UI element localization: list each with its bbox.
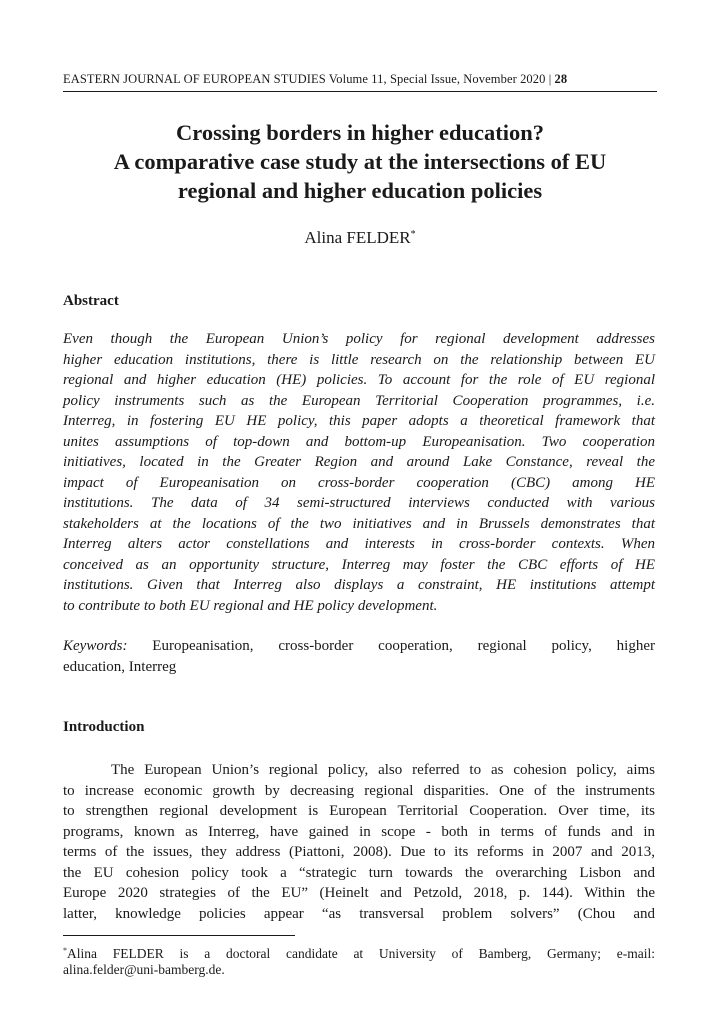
intro-line: latter, knowledge policies appear “as transversal problem solvers” (Chou and [63,905,655,922]
intro-line: terms of the issues, they address (Piattoni, 2008). Due to its reforms in 2007 and 2013, [63,844,655,860]
abstract-line: institutions. The data of 34 semi-structured interviews conducted with various [63,495,655,511]
introduction-body [63,760,655,924]
abstract-line: unites assumptions of top-down and bottom-up Europeanisation. Two cooperation [63,433,655,450]
footnote-line [63,942,655,961]
abstract-line: to contribute to both EU regional and HE policy development. [63,597,438,614]
title-line: Crossing borders in higher education? [176,120,544,145]
abstract-line: initiatives, located in the Greater Region and around Lake Constance, reveal the [63,454,655,470]
running-header [63,72,657,87]
abstract-line: Even though the European Union’s policy for regional development addresses [63,331,655,347]
keywords-list: Europeanisation, cross-border cooperation, regional policy, higher [127,638,655,654]
footnote-text: Alina FELDER is a doctoral candidate at University of Bamberg, Germany; e-mail: [67,946,655,961]
abstract-line: institutions. Given that Interreg also displays a constraint, HE institutions attempt [63,577,655,593]
intro-line: to increase economic growth by decreasing regional disparities. One of the instruments [63,782,655,799]
page-number: 28 [554,72,568,86]
keywords-line [63,636,655,657]
abstract-line: stakeholders at the locations of the two initiatives and in Brussels demonstrates that [63,515,655,532]
title-line: A comparative case study at the intersections of EU [113,149,607,174]
introduction-heading: Introduction [63,719,145,735]
abstract-line: conceived as an opportunity structure, Interreg may foster the CBC efforts of HE [63,556,655,573]
keywords [63,636,655,678]
author-name: Alina FELDER [304,228,411,247]
keywords-label: Keywords: [63,638,128,654]
title-line: regional and higher education policies [177,178,543,203]
intro-line: The European Union’s regional policy, also referred to as cohesion policy, aims [111,762,655,778]
intro-line: the EU cohesion policy took a “strategic turn towards the overarching Lisbon and [63,864,655,881]
footnote [63,942,655,979]
abstract-line: policy instruments such as the European Territorial Cooperation programmes, i.e. [63,392,655,409]
abstract-line: impact of Europeanisation on cross-border cooperation (CBC) among HE [63,474,655,491]
abstract-line: regional and higher education (HE) policies. To account for the role of EU regional [63,372,655,388]
abstract-line: Interreg, in fostering EU HE policy, this paper adopts a theoretical framework that [63,413,655,429]
footnote-rule [63,935,295,936]
author-footnote-marker: * [410,229,416,240]
intro-line: Europe 2020 strategies of the EU” (Heinelt and Petzold, 2018, p. 144). Within the [63,885,655,901]
abstract-heading: Abstract [63,293,119,309]
intro-line: to strengthen regional development is European Territorial Cooperation. Over time, its [63,803,655,819]
author-line [0,228,720,248]
intro-line: programs, known as Interreg, have gained in scope - both in terms of funds and in [63,823,655,840]
paper-title [40,118,680,205]
footnote-marker: * [63,946,67,955]
abstract-line: higher education institutions, there is little research on the relationship between EU [63,351,655,368]
abstract-line: Interreg alters actor constellations and interests in cross-border contexts. When [63,536,655,552]
footnote-email: alina.felder@uni-bamberg.de. [63,961,225,977]
journal-info: EASTERN JOURNAL OF EUROPEAN STUDIES Volume 11, Special Issue, November 2020 | [63,72,555,86]
abstract-body [63,329,655,616]
keywords-line: education, Interreg [63,659,177,675]
header-rule [63,91,657,92]
